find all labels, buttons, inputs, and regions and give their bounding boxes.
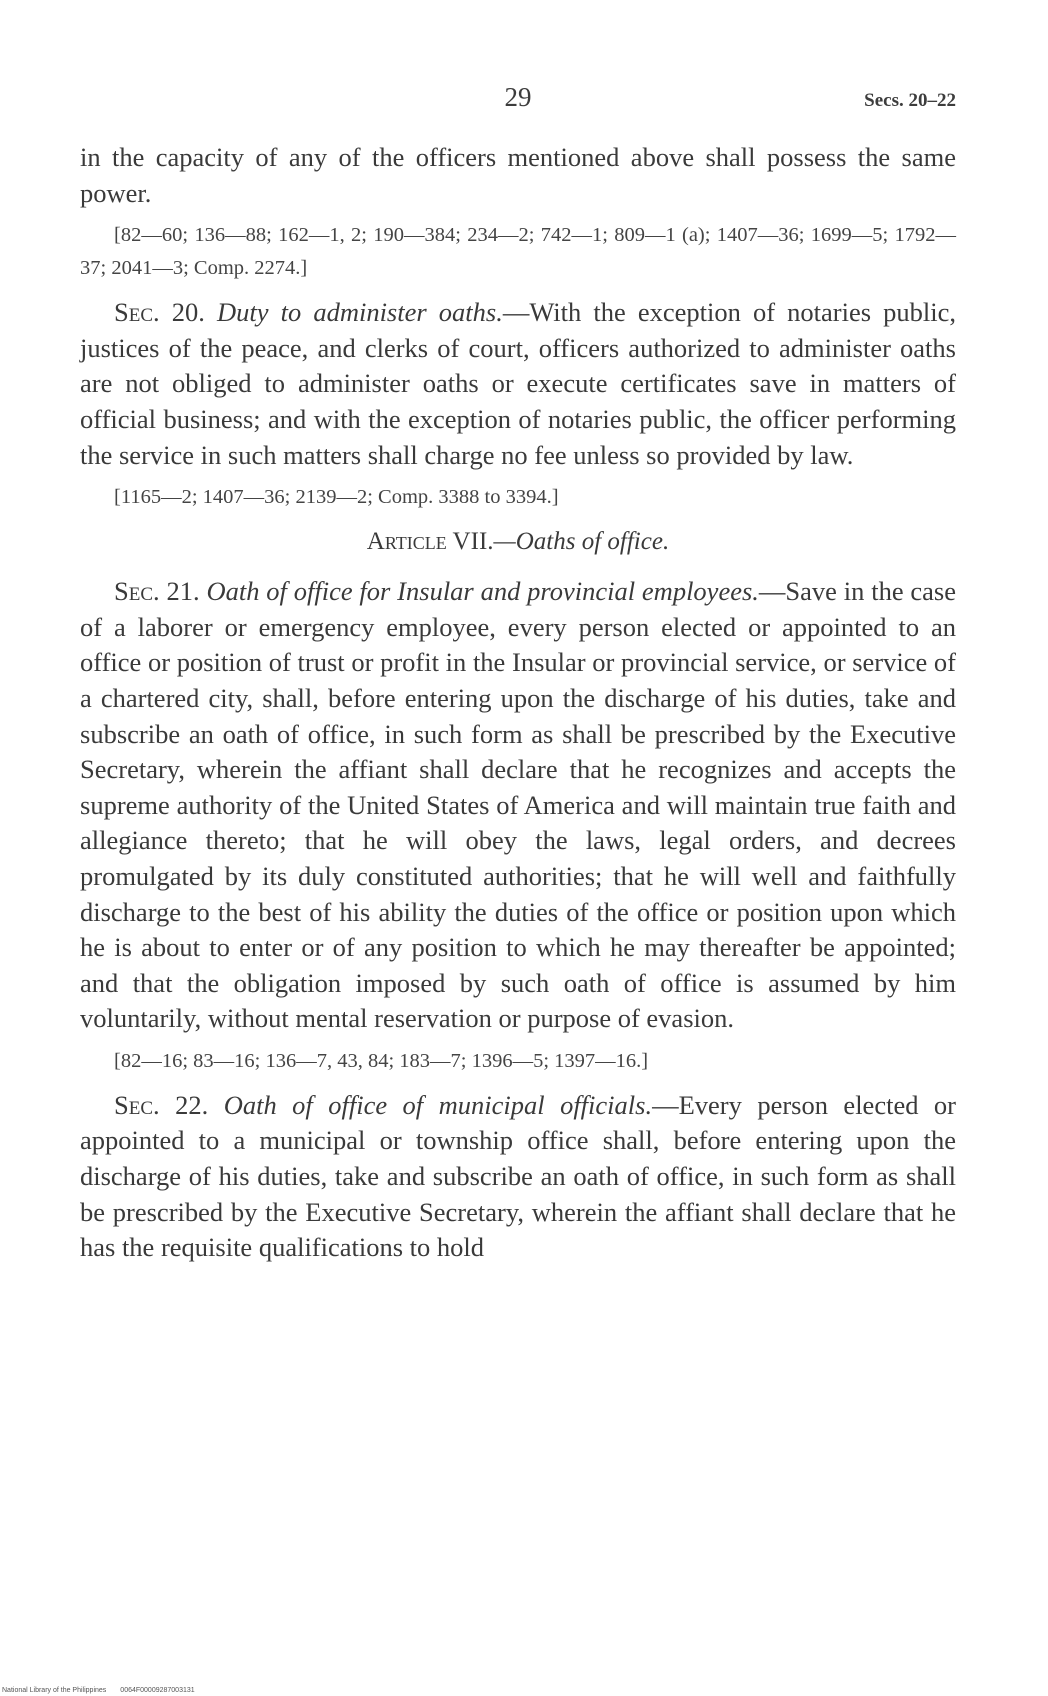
citation-section-20: [1165—2; 1407—36; 2139—2; Comp. 3388 to 3394.]: [114, 486, 559, 509]
library-credit: National Library of the Philippines: [2, 1687, 107, 1694]
body-text: [80, 140, 956, 1266]
section-20-title: Duty to administer oaths.: [216, 297, 503, 328]
section-22-text: —Every person elected or appointed to a municipal or township office shall, before entering upon the discharge of his duties, take and subscribe an oath of office, in such form as shall be prescribed by the Executive Secretary, wherein the affiant shall declare that he has the requisite qualifications to hold: [80, 1089, 956, 1263]
citation-section-19: [82—60; 136—88; 162—1, 2; 190—384; 234—2; 742—1; 809—1 (a); 1407—36; 1699—5; 1792—37; 2041—3; Comp. 2274.]: [80, 224, 956, 280]
section-20-label: Sec. 20.: [114, 297, 205, 328]
section-21-text: —Save in the case of a laborer or emergency employee, every person elected or appointed to an office or position of trust or profit in the Insular or provincial service, or service of a chartered city, shall, before entering upon the discharge of his duties, take and subscribe an oath of office, in such form as shall be prescribed by the Executive Secretary, wherein the affiant shall declare that he recognizes and accepts the supreme authority of the United States of America and will maintain true faith and allegiance thereto; that he will obey the laws, legal orders, and decrees promulgated by its duly constituted authorities; that he will well and faithfully discharge to the best of his ability the duties of the office or position upon which he is about to enter or of any position to which he may thereafter be appointed; and that the obligation imposed by such oath of office is assumed by him voluntarily, without mental reservation or purpose of evasion.: [80, 576, 957, 1034]
section-22-title: Oath of office of municipal officials.: [223, 1089, 653, 1120]
article-title: —Oaths of office.: [493, 528, 670, 556]
continuation-paragraph: in the capacity of any of the officers mentioned above shall possess the same power.: [80, 142, 956, 208]
section-20-text: —With the exception of notaries public, justices of the peace, and clerks of court, officers authorized to administer oaths are not obliged to administer oaths or execute certificates save in matters of official business; and with the exception of notaries public, the officer performing the service in such matters shall charge no fee unless so provided by law.: [80, 297, 956, 470]
article-label: Article VII.: [366, 528, 494, 556]
page-header: [80, 82, 956, 122]
section-22-label: Sec. 22.: [114, 1089, 209, 1120]
citation-section-21: [82—16; 83—16; 136—7, 43, 84; 183—7; 1396—5; 1397—16.]: [114, 1049, 649, 1072]
running-head: Secs. 20–22: [864, 90, 956, 111]
section-22-paragraph: [80, 1088, 956, 1266]
section-20-paragraph: [80, 295, 956, 473]
section-21-title: Oath of office for Insular and provincial employees.: [206, 576, 759, 607]
article-heading: [80, 524, 956, 560]
page-number: 29: [504, 82, 532, 112]
scan-id: 0064F00009287003131: [120, 1687, 195, 1694]
section-21-paragraph: [80, 574, 956, 1037]
scan-footer: [2, 1687, 195, 1694]
section-21-label: Sec. 21.: [114, 576, 200, 607]
